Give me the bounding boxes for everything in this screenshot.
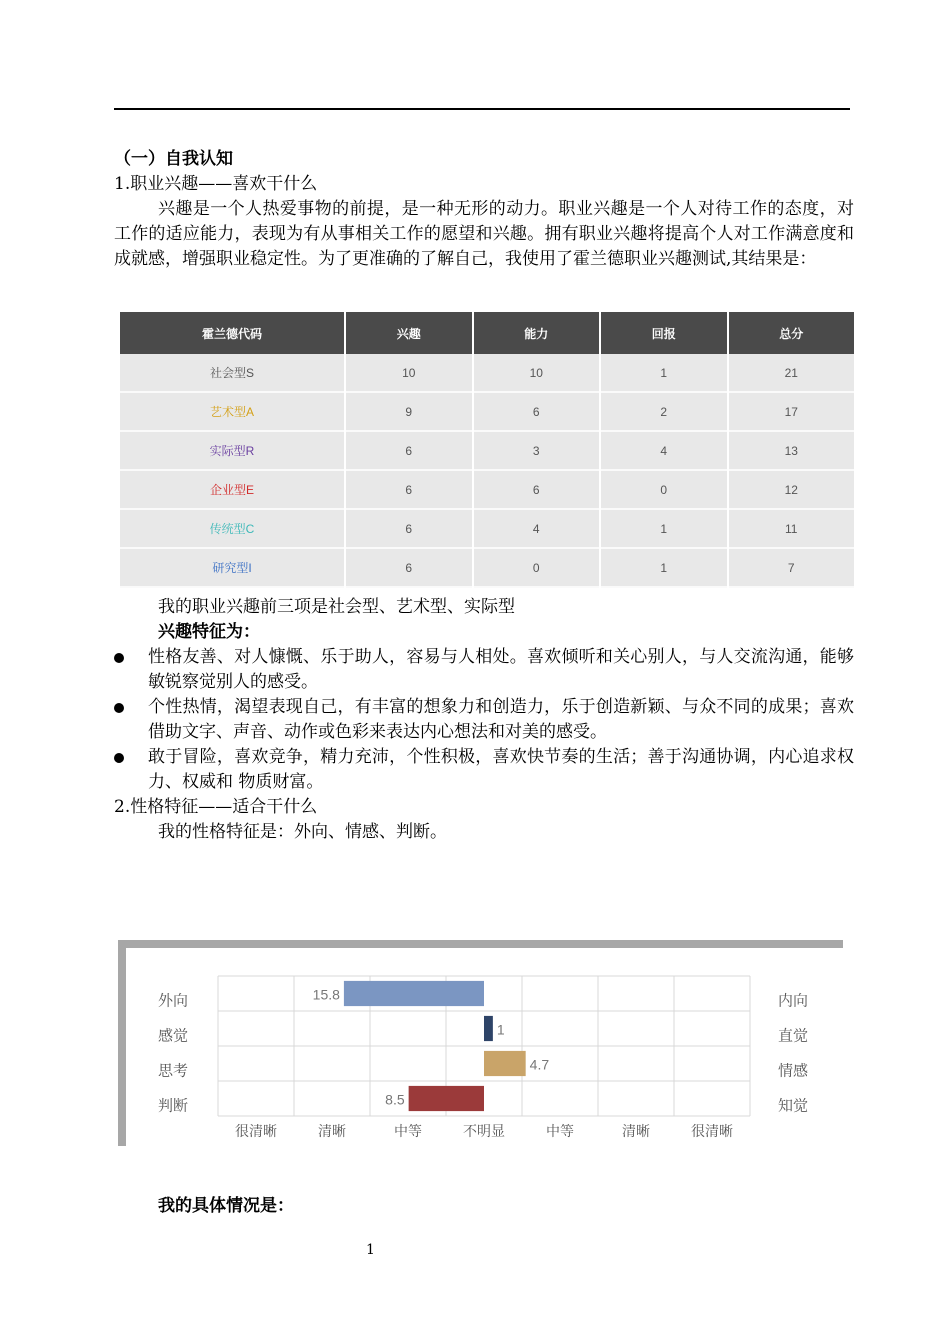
list-item — [114, 695, 854, 745]
bullet-dot — [114, 703, 124, 713]
chart-frame-left — [118, 940, 126, 1146]
list-item — [114, 745, 854, 795]
cell-interest: 6 — [346, 471, 472, 510]
cell-ability: 6 — [474, 471, 600, 510]
cell-code: 社会型S — [120, 354, 344, 393]
chart-left-label: 思考 — [158, 1061, 189, 1080]
chart-frame-top — [118, 940, 843, 948]
chart-data-label: 15.8 — [312, 986, 340, 1003]
cell-code: 实际型R — [120, 432, 344, 471]
chart-data-label: 1 — [496, 1021, 505, 1038]
cell-reward: 1 — [601, 354, 727, 393]
th-interest: 兴趣 — [346, 312, 472, 354]
holland-table — [118, 312, 856, 588]
chart-tick-label: 中等 — [546, 1124, 574, 1140]
th-ability: 能力 — [474, 312, 600, 354]
table-row — [120, 393, 854, 432]
th-reward: 回报 — [601, 312, 727, 354]
cell-interest: 10 — [346, 354, 472, 393]
bullet-text: 敢于冒险，喜欢竞争，精力充沛，个性积极，喜欢快节奏的生活；善于沟通协调，内心追求权力、权威和 物质财富。 — [148, 747, 854, 792]
chart-left-label: 判断 — [158, 1096, 189, 1115]
bullet-text: 个性热情，渴望表现自己，有丰富的想象力和创造力，乐于创造新颖、与众不同的成果；喜欢借助文字、声音、动作或色彩来表达内心想法和对美的感受。 — [148, 697, 854, 742]
table-row — [120, 471, 854, 510]
chart-right-label: 知觉 — [778, 1096, 809, 1115]
cell-total: 11 — [729, 510, 855, 549]
chart-background — [118, 940, 848, 1146]
bullet-dot — [114, 653, 124, 663]
chart-left-label: 感觉 — [158, 1026, 189, 1045]
chart-right-label: 情感 — [778, 1061, 809, 1080]
table-header-row — [120, 312, 854, 354]
cell-code: 艺术型A — [120, 393, 344, 432]
cell-total: 12 — [729, 471, 855, 510]
cell-code: 研究型I — [120, 549, 344, 588]
cell-reward: 4 — [601, 432, 727, 471]
chart-tick-label: 中等 — [394, 1124, 422, 1140]
chart-right-label: 直觉 — [778, 1026, 809, 1045]
th-total: 总分 — [729, 312, 855, 354]
chart-bar — [409, 1086, 484, 1111]
cell-total: 17 — [729, 393, 855, 432]
chart-tick-label: 清晰 — [622, 1124, 650, 1140]
cell-ability: 3 — [474, 432, 600, 471]
th-code: 霍兰德代码 — [120, 312, 344, 354]
cell-reward: 1 — [601, 510, 727, 549]
chart-tick-label: 很清晰 — [691, 1124, 733, 1140]
cell-code: 企业型E — [120, 471, 344, 510]
section-title: （一）自我认知 — [114, 149, 233, 169]
chart-tick-label: 清晰 — [318, 1124, 346, 1140]
cell-ability: 4 — [474, 510, 600, 549]
bullet-dot — [114, 753, 124, 763]
personality-line: 我的性格特征是：外向、情感、判断。 — [158, 822, 447, 842]
cell-total: 13 — [729, 432, 855, 471]
chart-bar — [344, 981, 484, 1006]
list-item — [114, 645, 854, 695]
table-row — [120, 432, 854, 471]
cell-interest: 9 — [346, 393, 472, 432]
cell-ability: 0 — [474, 549, 600, 588]
chart-bar — [484, 1051, 526, 1076]
cell-code: 传统型C — [120, 510, 344, 549]
cell-total: 21 — [729, 354, 855, 393]
cell-reward: 2 — [601, 393, 727, 432]
bullet-text: 性格友善、对人慷慨、乐于助人，容易与人相处。喜欢倾听和关心别人，与人交流沟通，能够敏锐察觉别人的感受。 — [148, 647, 854, 692]
chart-tick-label: 不明显 — [463, 1124, 505, 1140]
chart-right-label: 内向 — [778, 991, 809, 1010]
heading-interest: 1.职业兴趣——喜欢干什么 — [114, 174, 318, 194]
cell-interest: 6 — [346, 510, 472, 549]
table-row — [120, 510, 854, 549]
heading-personality: 2.性格特征——适合干什么 — [114, 797, 318, 817]
table-row — [120, 549, 854, 588]
cell-interest: 6 — [346, 549, 472, 588]
cell-ability: 10 — [474, 354, 600, 393]
chart-bar — [484, 1016, 493, 1041]
cell-interest: 6 — [346, 432, 472, 471]
cell-total: 7 — [729, 549, 855, 588]
detail-title: 我的具体情况是： — [158, 1196, 294, 1216]
chart-tick-label: 很清晰 — [235, 1124, 277, 1140]
cell-reward: 0 — [601, 471, 727, 510]
intro-paragraph: 兴趣是一个人热爱事物的前提，是一种无形的动力。职业兴趣是一个人对待工作的态度，对工作的适应能力，表现为有从事相关工作的愿望和兴趣。拥有职业兴趣将提高个人对工作满意度和成就感，增强职业稳定性。为了更准确的了解自己，我使用了霍兰德职业兴趣测试,其结果是： — [114, 199, 854, 269]
header-rule — [114, 108, 850, 110]
cell-reward: 1 — [601, 549, 727, 588]
cell-ability: 6 — [474, 393, 600, 432]
personality-chart — [118, 940, 848, 1146]
chart-data-label: 4.7 — [529, 1056, 550, 1073]
chart-data-label: 8.5 — [385, 1091, 405, 1108]
chart-left-label: 外向 — [158, 991, 189, 1010]
top3-line: 我的职业兴趣前三项是社会型、艺术型、实际型 — [158, 597, 515, 617]
page-number: 1 — [366, 1242, 375, 1258]
features-title: 兴趣特征为： — [158, 622, 260, 642]
table-row — [120, 354, 854, 393]
